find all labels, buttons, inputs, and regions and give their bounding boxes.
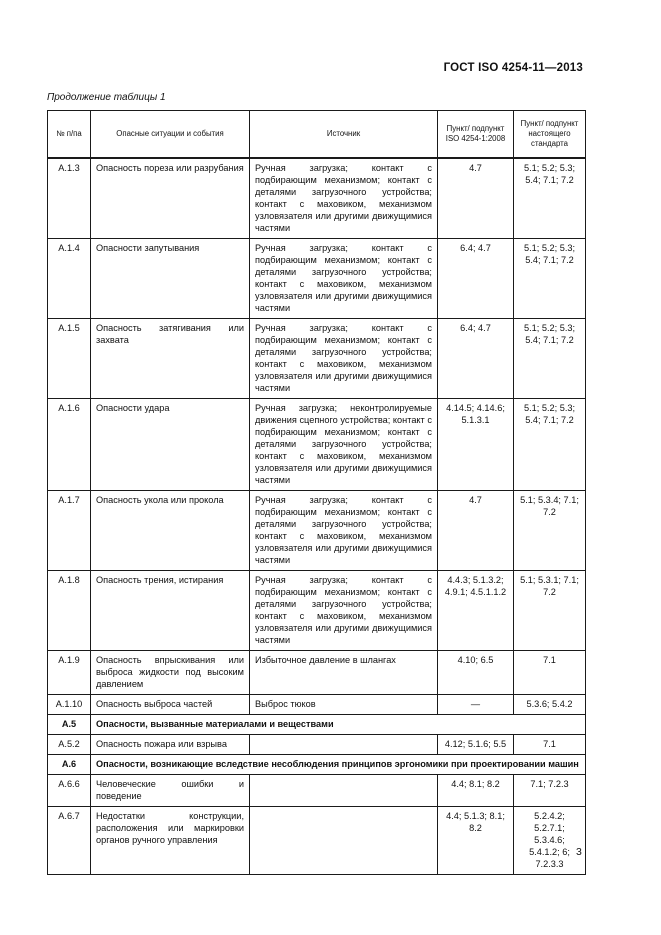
hazards-table <box>47 110 586 875</box>
clause-own-cell: 7.1 <box>514 735 586 755</box>
group-title: Опасности, вызванные материалами и веществами <box>91 715 586 735</box>
source-cell <box>250 807 438 875</box>
table-row <box>48 399 586 491</box>
clause-iso-cell: — <box>438 695 514 715</box>
clause-iso-cell: 4.4.3; 5.1.3.2; 4.9.1; 4.5.1.1.2 <box>438 571 514 651</box>
clause-own-cell: 5.1; 5.3.1; 7.1; 7.2 <box>514 571 586 651</box>
table-group-row <box>48 755 586 775</box>
table-row <box>48 571 586 651</box>
clause-iso-cell: 4.10; 6.5 <box>438 651 514 695</box>
table-row <box>48 807 586 875</box>
row-number: A.1.10 <box>48 695 91 715</box>
hazard-cell: Опасность затягивания или захвата <box>91 319 250 399</box>
hazard-cell: Человеческие ошибки и поведение <box>91 775 250 807</box>
source-cell: Ручная загрузка; контакт с подбирающим механизмом; контакт с деталями загрузочного устройства; контакт с маховиком, механизмом узловязателя или другими движущимися частями <box>250 239 438 319</box>
clause-own-cell: 5.1; 5.2; 5.3; 5.4; 7.1; 7.2 <box>514 239 586 319</box>
page-number: 3 <box>576 846 582 858</box>
row-number: A.6.7 <box>48 807 91 875</box>
table-row <box>48 239 586 319</box>
table-row <box>48 319 586 399</box>
clause-iso-cell: 4.14.5; 4.14.6; 5.1.3.1 <box>438 399 514 491</box>
source-cell: Выброс тюков <box>250 695 438 715</box>
row-number: A.1.5 <box>48 319 91 399</box>
clause-own-cell: 5.3.6; 5.4.2 <box>514 695 586 715</box>
clause-iso-cell: 4.4; 8.1; 8.2 <box>438 775 514 807</box>
hazard-cell: Опасность укола или прокола <box>91 491 250 571</box>
col-header-num: № п/пa <box>48 111 91 159</box>
hazard-cell: Опасность впрыскивания или выброса жидкости под высоким давлением <box>91 651 250 695</box>
table-row <box>48 158 586 239</box>
clause-own-cell: 7.1 <box>514 651 586 695</box>
row-number: A.6.6 <box>48 775 91 807</box>
hazard-cell: Опасности удара <box>91 399 250 491</box>
hazard-cell: Опасность пожара или взрыва <box>91 735 250 755</box>
clause-own-cell: 7.1; 7.2.3 <box>514 775 586 807</box>
table-header-row <box>48 111 586 159</box>
table-body <box>48 158 586 875</box>
clause-own-cell: 5.1; 5.2; 5.3; 5.4; 7.1; 7.2 <box>514 319 586 399</box>
table-row <box>48 491 586 571</box>
clause-own-cell: 5.1; 5.2; 5.3; 5.4; 7.1; 7.2 <box>514 399 586 491</box>
table-group-row <box>48 715 586 735</box>
source-cell: Ручная загрузка; контакт с подбирающим механизмом; контакт с деталями загрузочного устройства; контакт с маховиком, механизмом узловязателя или другими движущимися частями <box>250 158 438 239</box>
source-cell: Ручная загрузка; контакт с подбирающим механизмом; контакт с деталями загрузочного устройства; контакт с маховиком, механизмом узловязателя или другими движущимися частями <box>250 491 438 571</box>
clause-own-cell: 5.2.4.2; 5.2.7.1; 5.3.4.6; 5.4.1.2; 6; 7.2.3.3 <box>514 807 586 875</box>
clause-iso-cell: 4.7 <box>438 158 514 239</box>
row-number: A.1.6 <box>48 399 91 491</box>
source-cell: Ручная загрузка; неконтролируемые движения сцепного устройства; контакт с подбирающим механизмом; контакт с деталями загрузочного устройства; контакт с маховиком, механизмом узловязателя или другими движущимися частями <box>250 399 438 491</box>
row-number: A.5.2 <box>48 735 91 755</box>
source-cell: Избыточное давление в шлангах <box>250 651 438 695</box>
hazard-cell: Опасность выброса частей <box>91 695 250 715</box>
col-header-clause-iso: Пункт/ подпункт ISO 4254-1:2008 <box>438 111 514 159</box>
hazard-cell: Недостатки конструкции, расположения или маркировки органов ручного управления <box>91 807 250 875</box>
clause-iso-cell: 4.12; 5.1.6; 5.5 <box>438 735 514 755</box>
clause-iso-cell: 4.7 <box>438 491 514 571</box>
table-row <box>48 735 586 755</box>
row-number: A.1.8 <box>48 571 91 651</box>
group-number: A.5 <box>48 715 91 735</box>
hazard-cell: Опасности запутывания <box>91 239 250 319</box>
row-number: A.1.3 <box>48 158 91 239</box>
clause-own-cell: 5.1; 5.3.4; 7.1; 7.2 <box>514 491 586 571</box>
row-number: A.1.9 <box>48 651 91 695</box>
col-header-clause-own: Пункт/ подпункт настоящего стандарта <box>514 111 586 159</box>
table-row <box>48 775 586 807</box>
source-cell <box>250 775 438 807</box>
table-row <box>48 651 586 695</box>
row-number: A.1.4 <box>48 239 91 319</box>
table-caption: Продолжение таблицы 1 <box>47 92 166 103</box>
source-cell: Ручная загрузка; контакт с подбирающим механизмом; контакт с деталями загрузочного устройства; контакт с маховиком, механизмом узловязателя или другими движущимися частями <box>250 571 438 651</box>
source-cell: Ручная загрузка; контакт с подбирающим механизмом; контакт с деталями загрузочного устройства; контакт с маховиком, механизмом узловязателя или другими движущимися частями <box>250 319 438 399</box>
table-row <box>48 695 586 715</box>
document-header: ГОСТ ISO 4254-11—2013 <box>443 62 583 74</box>
hazard-cell: Опасность пореза или разрубания <box>91 158 250 239</box>
clause-iso-cell: 6.4; 4.7 <box>438 319 514 399</box>
clause-own-cell: 5.1; 5.2; 5.3; 5.4; 7.1; 7.2 <box>514 158 586 239</box>
group-number: A.6 <box>48 755 91 775</box>
col-header-hazard: Опасные ситуации и события <box>91 111 250 159</box>
group-title: Опасности, возникающие вследствие несоблюдения принципов эргономики при проектировании машин <box>91 755 586 775</box>
clause-iso-cell: 4.4; 5.1.3; 8.1; 8.2 <box>438 807 514 875</box>
clause-iso-cell: 6.4; 4.7 <box>438 239 514 319</box>
row-number: A.1.7 <box>48 491 91 571</box>
col-header-source: Источник <box>250 111 438 159</box>
source-cell <box>250 735 438 755</box>
hazard-cell: Опасность трения, истирания <box>91 571 250 651</box>
